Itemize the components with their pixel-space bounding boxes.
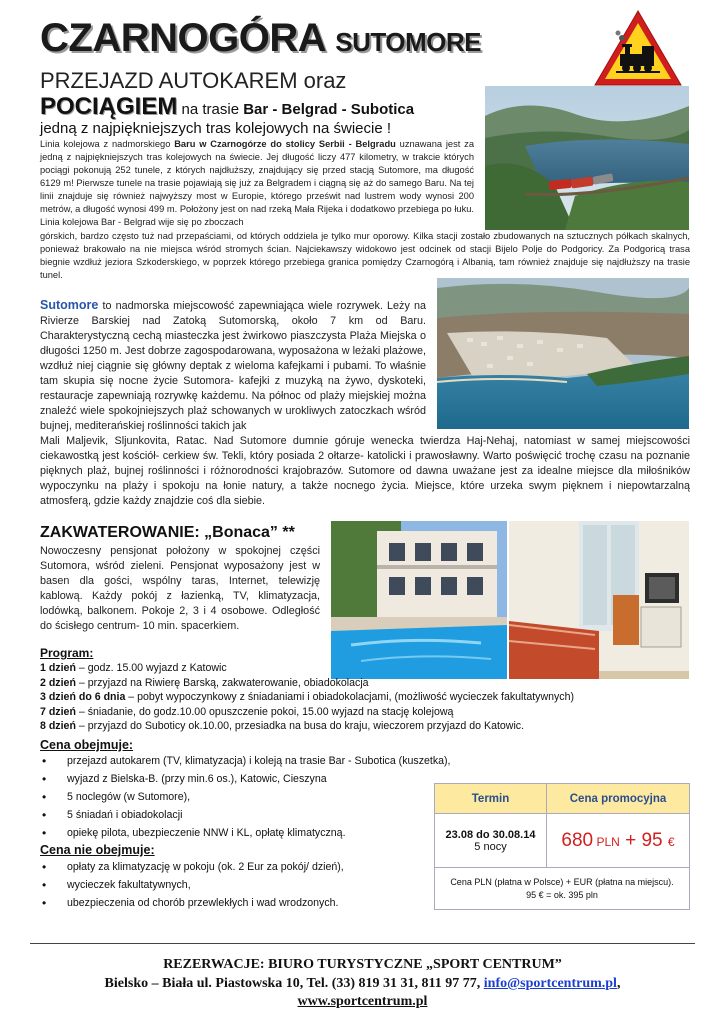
list-item: • wycieczek fakultatywnych, xyxy=(40,876,344,894)
page-title xyxy=(40,16,481,64)
intro-text-bold: Baru w Czarnogórze do stolicy Serbii - Belgradu xyxy=(174,139,396,149)
footer-line-1: REZERWACJE: BIURO TURYSTYCZNE „SPORT CENTRUM” xyxy=(163,957,562,972)
train-warning-sign-icon xyxy=(592,8,684,88)
sutomore-name: Sutomore xyxy=(40,298,99,312)
price-table xyxy=(434,783,690,910)
program-day: 1 dzień – godz. 15.00 wyjazd z Katowic xyxy=(40,662,227,674)
footer-line-3 xyxy=(30,993,695,1011)
train-photo xyxy=(485,86,689,230)
program-day: 8 dzień – przyjazd do Suboticy ok.10.00, przesiadka na busa do kraju, wieczorem przyjazd do Katowic. xyxy=(40,720,525,732)
intro-text-c: uznawana jest za jedną z najpiękniejszych tras kolejowych na świecie. Jej długość liczy 477 kilometry, w trakcie których pociągi pokonują 252 tunele, z których najdłuższy, znajdujący się przed stacją Sutomore, ma długość 6129 m! Pierwsze tunele na trasie pojawiają się już za Belgradem i ciągną się aż do samego Baru. Na tej linii znajduje się również najwyższy most w Europie, którego prześwit nad lustrem wody wynosi 200 metrów, a długość wynosi 499 m. Położony jest on nad rzeką Mała Rijeka i dodatkowo przebiega po łuku. Linia kolejowa Bar - Belgrad wije się po zboczach xyxy=(40,139,474,227)
list-item: • wyjazd z Bielska-B. (przy min.6 os.), Katowic, Cieszyna xyxy=(40,770,451,788)
term-nights: 5 nocy xyxy=(474,840,507,853)
list-item: • 5 śniadań i obiadokolacji xyxy=(40,806,451,824)
price-currency-pln: PLN xyxy=(593,834,620,849)
excludes-title: Cena nie obejmuje: xyxy=(40,843,155,857)
program-title: Program: xyxy=(40,646,94,660)
price-note-line-1: Cena PLN (płatna w Polsce) + EUR (płatna na miejscu). xyxy=(450,876,674,887)
subtitle-route: Bar - Belgrad - Subotica xyxy=(243,101,415,118)
price-note-line-2: 95 € = ok. 395 pln xyxy=(526,889,598,900)
program-day: 3 dzień do 6 dnia – pobyt wypoczynkowy z śniadaniami i obiadokolacjami, (możliwość wycieczek fakultatywnych) xyxy=(40,691,575,703)
subtitle-line-3: jedną z najpiękniejszych tras kolejowych na świecie ! xyxy=(40,120,392,137)
intro-text-a: Linia kolejowa z nadmorskiego xyxy=(40,139,175,149)
footer-line-2: Bielsko – Biała ul. Piastowska 10, Tel. (33) 819 31 31, 811 97 77, info@sportcentrum.pl, xyxy=(104,976,621,991)
program-day: 7 dzień – śniadanie, do godz.10.00 opuszczenie pokoi, 15.00 wyjazd na stację kolejową xyxy=(40,705,454,718)
price-note xyxy=(435,868,690,910)
includes-list xyxy=(40,752,451,842)
list-item: • opłaty za klimatyzację w pokoju (ok. 2 Eur za pokój/ dzień), xyxy=(40,858,344,876)
sutomore-photo xyxy=(437,278,689,429)
includes-title: Cena obejmuje: xyxy=(40,738,134,752)
pool-photo xyxy=(331,521,507,679)
website-link[interactable]: www.sportcentrum.pl xyxy=(297,994,428,1009)
term-cell xyxy=(435,814,547,868)
intro-paragraph xyxy=(40,138,474,229)
price-currency-eur: € xyxy=(667,834,675,849)
price-cell xyxy=(547,814,690,868)
sutomore-paragraph xyxy=(40,298,426,434)
program-list xyxy=(40,661,680,734)
email-link[interactable]: info@sportcentrum.pl xyxy=(483,976,617,991)
footer-divider xyxy=(30,943,695,944)
footer-address: Bielsko – Biała ul. Piastowska 10, Tel. (33) 819 31 31, 811 97 77, xyxy=(104,976,484,991)
list-item: • przejazd autokarem (TV, klimatyzacja) i koleją na trasie Bar - Subotica (kuszetka), xyxy=(40,752,451,770)
room-photo xyxy=(509,521,689,679)
sutomore-text-a: to nadmorska miejscowość zapewniająca wiele rozrywek. Leży na Rivierze Barskiej nad Zatoką Sutomorską, około 7 km od Baru. Charakterystyczną cechą miasteczka jest żwirkowo piaszczysta Plaża Miejska o długości 1250 m. Jest dobrze zagospodarowana, wyposażona w leżaki plażowe, wzdłuż niej ciągnie się główny deptak z wieloma kafejkami i pubami. To właśnie tam skupia się nocne życie Sutomora- kafejki z muzyką na żywo, dyskoteki, restauracje zapewniają rozrywkę każdemu. Na północ od plaży miejskiej można znaleźć wiele spokojniejszych plaż schowanych w urokliwych zatoczkach wśród bujnej, mediterańskiej roślinności takich jak xyxy=(40,300,426,432)
subtitle-on-route: na trasie xyxy=(177,101,244,118)
accommodation-text: Nowoczesny pensjonat położony w spokojnej części Sutomora, wśród zieleni. Pensjonat wyposażony jest w basen dla gości, wspólny taras, Internet, telewizję kablową. Każdy pokój z łazienką, TV, klimatyzacja, lodówką, balkonem. Pokoje 2, 3 i 4 osobowe. Odległość do ścisłego centrum- 10 min. spacerkiem. xyxy=(40,545,320,632)
intro-paragraph-cont: górskich, bardzo często tuż nad przepaściami, od których oddziela je tylko mur oporowy. Kilka stacji zostało zbudowanych na sztucznych półkach skalnych, ponieważ brakowało na nie miejsca wśród stromych ścian. Najciekawszy widokowo jest odcinek od stacji Bijelo Polje do Podgoricy. Za Podgoricą trasa biegnie wzdłuż jeziora Szkoderskiego, w poprzek którego przebiega granica pomiędzy Czarnogórą i Albanią, tam również znajduje się najdłuższy na trasie tunel. xyxy=(40,231,690,280)
list-item: • ubezpieczenia od chorób przewlekłych i wad wrodzonych. xyxy=(40,894,344,912)
title-sub: SUTOMORE xyxy=(335,27,481,57)
excludes-list xyxy=(40,858,344,912)
list-item: • opiekę pilota, ubezpieczenie NNW i KL, opłatę klimatyczną. xyxy=(40,824,451,842)
table-header-term: Termin xyxy=(435,784,547,814)
program-day: 2 dzień – przyjazd na Riwierę Barską, zakwaterowanie, obiadokolacja xyxy=(40,676,369,689)
sutomore-paragraph-cont: Mali Maljevik, Sljunkovita, Ratac. Nad Sutomore dumnie góruje wenecka twierdza Haj-Nehaj, natomiast w samej miejscowości ciekawostką jest kościół- cerkiew św. Tekli, który posiada 2 ołtarze- katolicki i prawosławny. Warto poświęcić trochę czasu na poznanie pięknych plaż, bujnej roślinności i różnorodności krajobrazów. Sutomore od dawna uważane jest za idealne miejsce dla miłośników wypoczynku na plaży i spokoju na łonie natury, a także nocnego życia. Miejsce, które urzeka swym pięknem i niepowtarzalną atmosferą, gdzie każdy znajdzie coś dla siebie. xyxy=(40,435,690,507)
accommodation-title: ZAKWATEROWANIE: „Bonaca” ** xyxy=(40,524,295,541)
subtitle-line-2 xyxy=(40,94,414,123)
price-number: 680 xyxy=(561,829,594,851)
subtitle-line-1: PRZEJAZD AUTOKAREM oraz xyxy=(40,68,347,93)
table-header-price: Cena promocyjna xyxy=(547,784,690,814)
list-item: • 5 noclegów (w Sutomore), xyxy=(40,788,451,806)
term-dates: 23.08 do 30.08.14 xyxy=(445,828,536,841)
price-eur: + 95 xyxy=(619,829,668,851)
title-main: CZARNOGÓRA xyxy=(40,16,325,60)
subtitle-train: POCIĄGIEM xyxy=(40,93,178,120)
